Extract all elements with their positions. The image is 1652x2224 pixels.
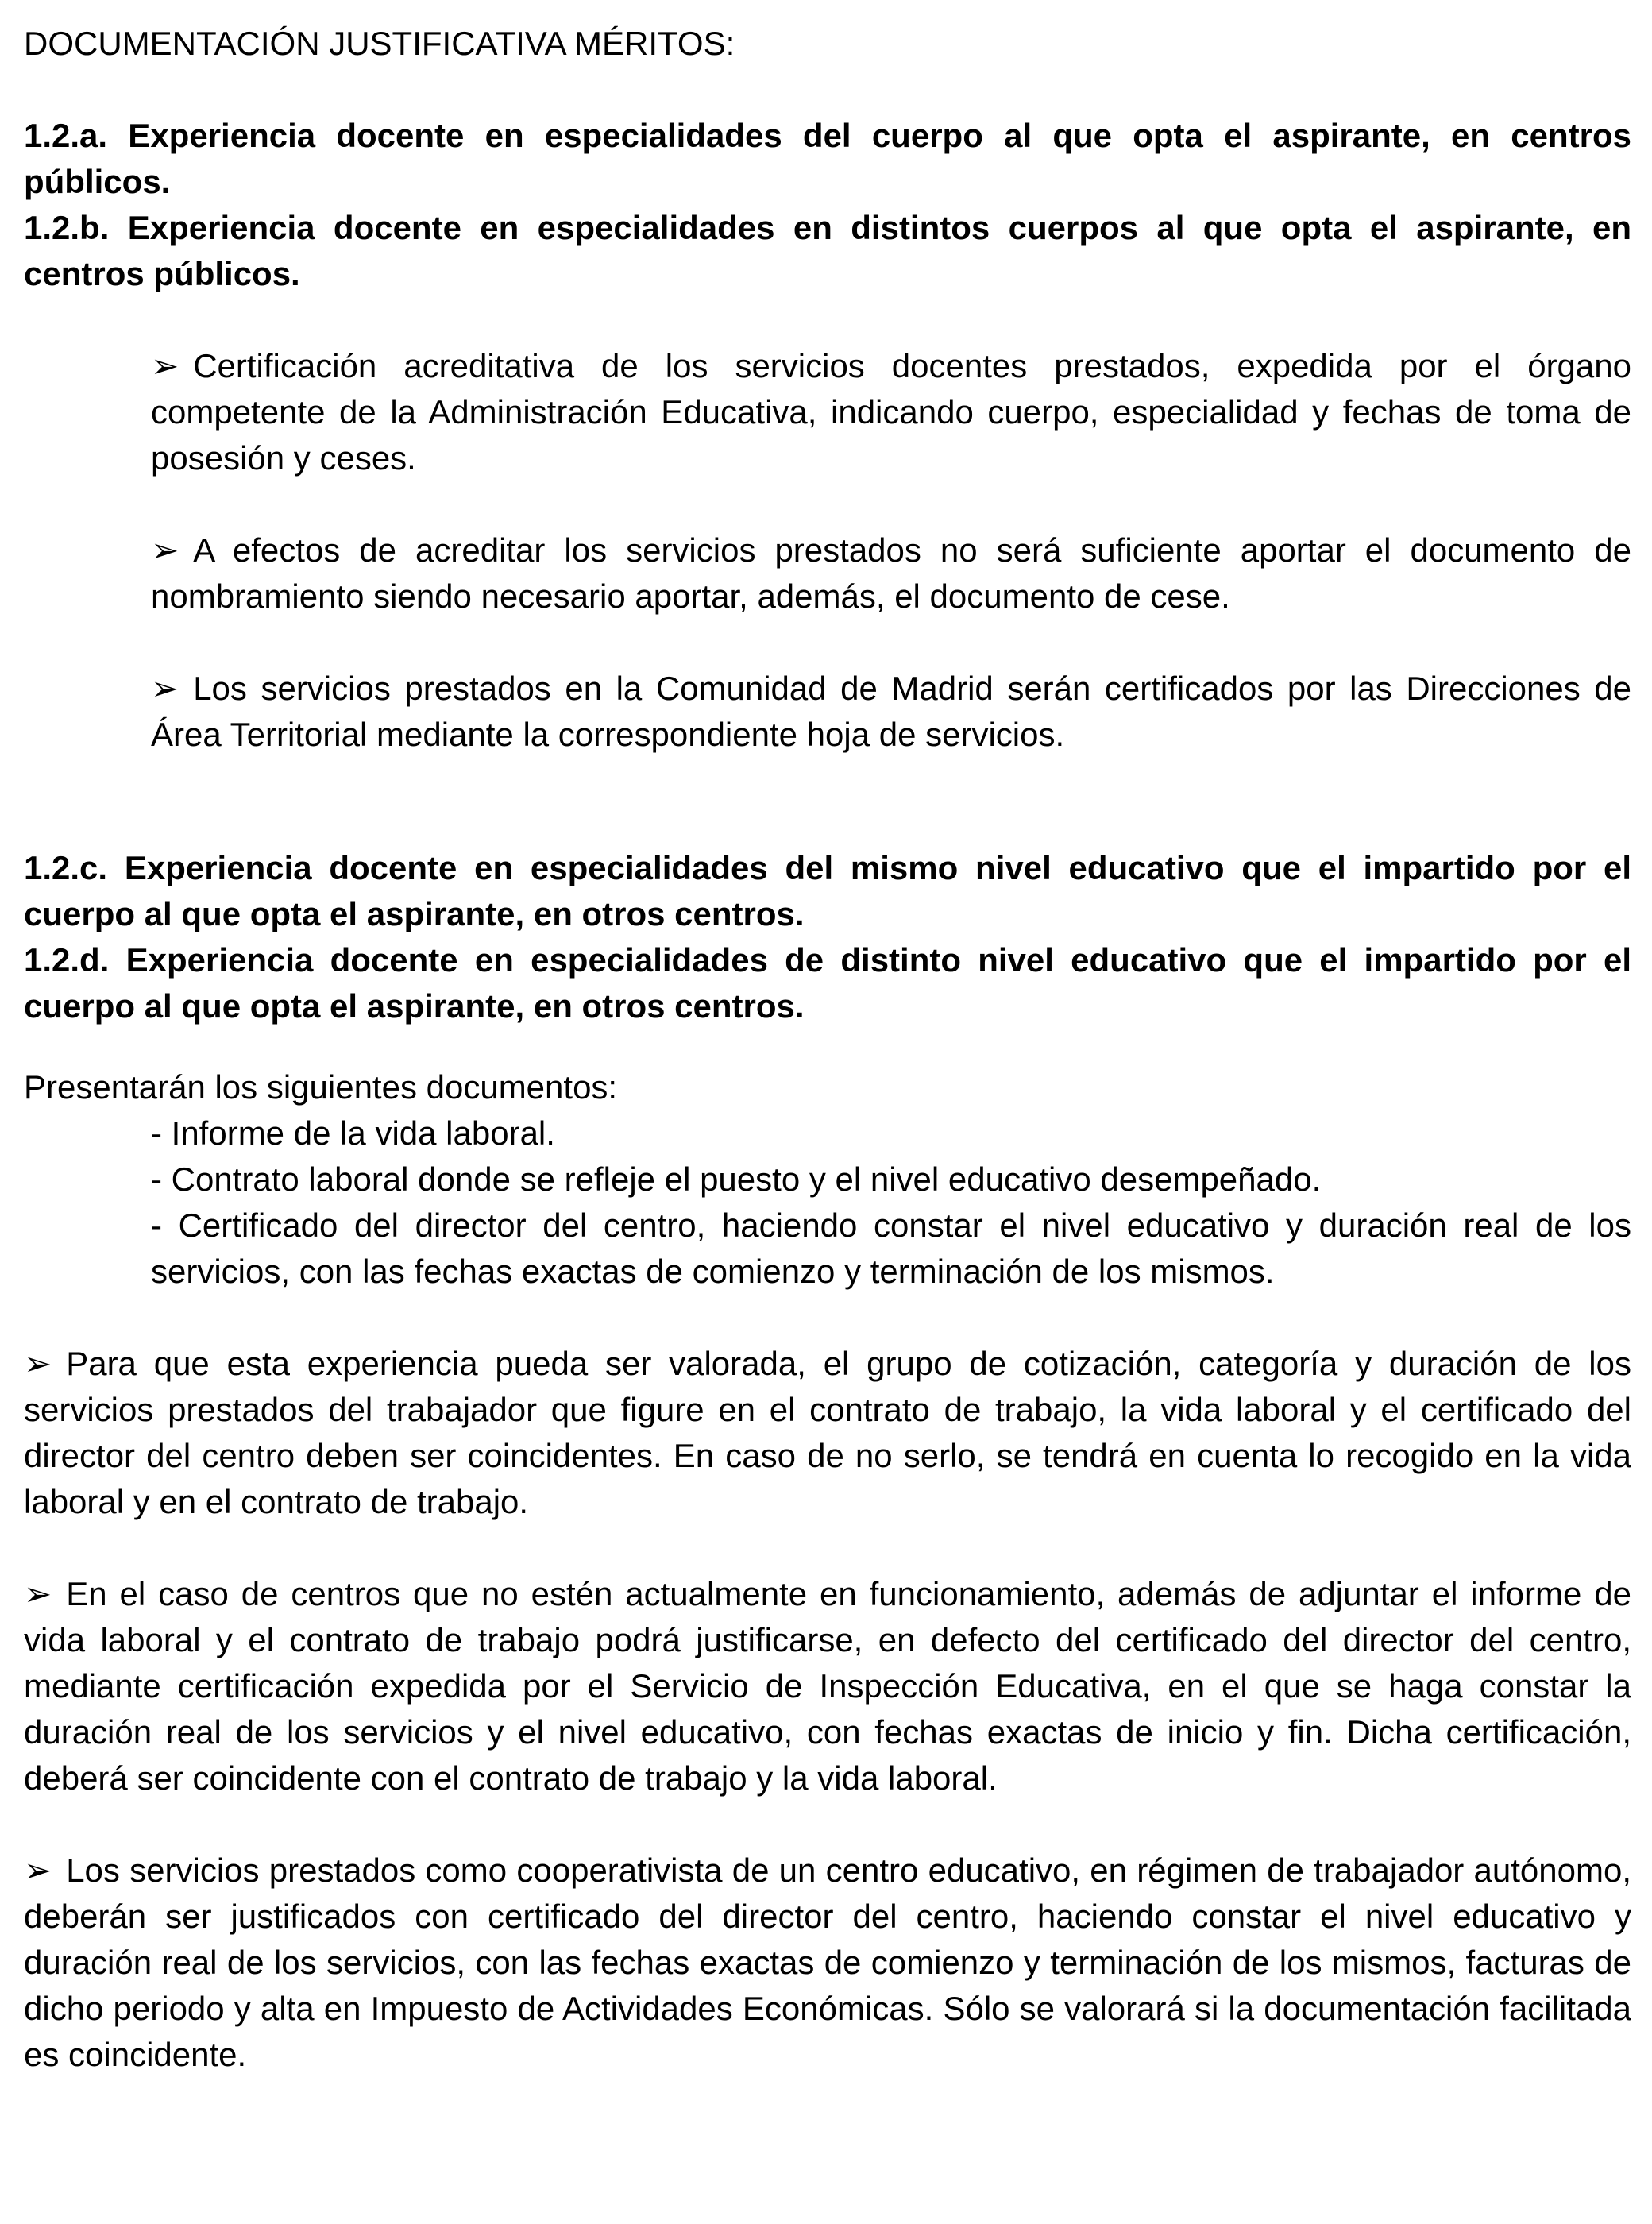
bullet-text: Los servicios prestados como cooperativista de un centro educativo, en régimen de trabajador autónomo, deberán ser justificados con certificado del director del centro, haciendo constar el nivel educativo y duración real de los servicios, con las fechas exactas de comienzo y terminación de los mismos, facturas de dicho periodo y alta en Impuesto de Actividades Económicas. Sólo se valorará si la documentación facilitada es coincidente.	[24, 1851, 1631, 2073]
bullet-item	[151, 666, 1631, 758]
bullet-text: Certificación acreditativa de los servicios docentes prestados, expedida por el órgano competente de la Administración Educativa, indicando cuerpo, especialidad y fechas de toma de posesión y ceses.	[151, 347, 1631, 477]
bullet-item	[24, 1571, 1631, 1801]
document-title: DOCUMENTACIÓN JUSTIFICATIVA MÉRITOS:	[24, 25, 735, 62]
arrow-bullet-icon: ➢	[151, 670, 179, 707]
heading-1-2-d: 1.2.d. Experiencia docente en especialidades de distinto nivel educativo que el impartido por el cuerpo al que opta el aspirante, en otros centros.	[24, 941, 1631, 1025]
bullet-text: Los servicios prestados en la Comunidad de Madrid serán certificados por las Direcciones de Área Territorial mediante la correspondiente hoja de servicios.	[151, 670, 1631, 753]
bullet-text: Para que esta experiencia pueda ser valorada, el grupo de cotización, categoría y duración de los servicios prestados del trabajador que figure en el contrato de trabajo, la vida laboral y el certificado del director del centro deben ser coincidentes. En caso de no serlo, se tendrá en cuenta lo recogido en la vida laboral y en el contrato de trabajo.	[24, 1345, 1631, 1520]
bullet-item	[151, 343, 1631, 481]
heading-1-2-a: 1.2.a. Experiencia docente en especialidades del cuerpo al que opta el aspirante, en centros públicos.	[24, 117, 1631, 200]
dash-list-item: - Certificado del director del centro, haciendo constar el nivel educativo y duración real de los servicios, con las fechas exactas de comienzo y terminación de los mismos.	[151, 1207, 1631, 1290]
bullet-text: En el caso de centros que no estén actualmente en funcionamiento, además de adjuntar el informe de vida laboral y el contrato de trabajo podrá justificarse, en defecto del certificado del director del centro, mediante certificación expedida por el Servicio de Inspección Educativa, en el que se haga constar la duración real de los servicios y el nivel educativo, con fechas exactas de inicio y fin. Dicha certificación, deberá ser coincidente con el contrato de trabajo y la vida laboral.	[24, 1575, 1631, 1797]
arrow-bullet-icon: ➢	[151, 531, 179, 569]
heading-1-2-c: 1.2.c. Experiencia docente en especialidades del mismo nivel educativo que el impartido por el cuerpo al que opta el aspirante, en otros centros.	[24, 849, 1631, 932]
arrow-bullet-icon: ➢	[24, 1345, 52, 1382]
arrow-bullet-icon: ➢	[24, 1851, 52, 1889]
documents-intro: Presentarán los siguientes documentos:	[24, 1068, 618, 1106]
bullet-item	[24, 1341, 1631, 1525]
bullet-item	[24, 1848, 1631, 2078]
arrow-bullet-icon: ➢	[151, 347, 179, 384]
dash-list-item: - Contrato laboral donde se refleje el puesto y el nivel educativo desempeñado.	[151, 1160, 1322, 1198]
heading-1-2-b: 1.2.b. Experiencia docente en especialidades en distintos cuerpos al que opta el aspirante, en centros públicos.	[24, 209, 1631, 292]
arrow-bullet-icon: ➢	[24, 1575, 52, 1612]
bullet-item	[151, 527, 1631, 620]
bullet-text: A efectos de acreditar los servicios prestados no será suficiente aportar el documento de nombramiento siendo necesario aportar, además, el documento de cese.	[151, 531, 1631, 615]
dash-list-item: - Informe de la vida laboral.	[151, 1114, 555, 1152]
